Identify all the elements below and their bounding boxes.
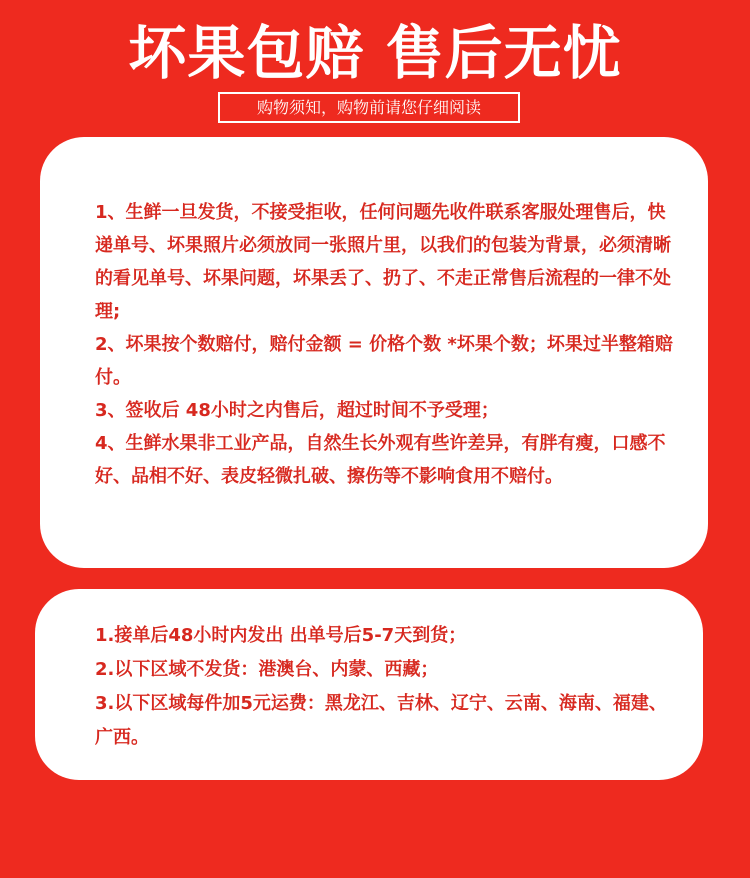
policy-item-4: 4、生鲜水果非工业产品，自然生长外观有些许差异，有胖有瘦，口感不好、品相不好、表皮轻微扎破、擦伤等不影响食用不赔付。 [95,433,666,487]
shipping-info-card [35,589,703,780]
policy-item-2: 2、坏果按个数赔付，赔付金额 = 价格个数 *坏果个数；坏果过半整箱赔付。 [95,334,673,388]
shipping-item-2: 2.以下区域不发货：港澳台、内蒙、西藏； [95,659,439,680]
shipping-item-3: 3.以下区域每件加5元运费：黑龙江、吉林、辽宁、云南、海南、福建、广西。 [95,693,667,748]
page-headline: 坏果包赔 售后无忧 [128,19,622,87]
policy-item-1: 1、生鲜一旦发货，不接受拒收，任何问题先收件联系客服处理售后，快递单号、坏果照片必须放同一张照片里，以我们的包装为背景，必须清晰的看见单号、坏果问题，坏果丢了、扔了、不走正常售后流程的一律不处理; [95,202,671,322]
shipping-info-list [95,619,675,755]
after-sales-policy-card [40,137,708,568]
shipping-item-1: 1.接单后48小时内发出 出单号后5-7天到货； [95,625,467,646]
policy-item-3: 3、签收后 48小时之内售后，超过时间不予受理； [95,400,499,421]
after-sales-policy-list [95,196,675,493]
shopping-notice-subtitle: 购物须知，购物前请您仔细阅读 [218,92,520,123]
